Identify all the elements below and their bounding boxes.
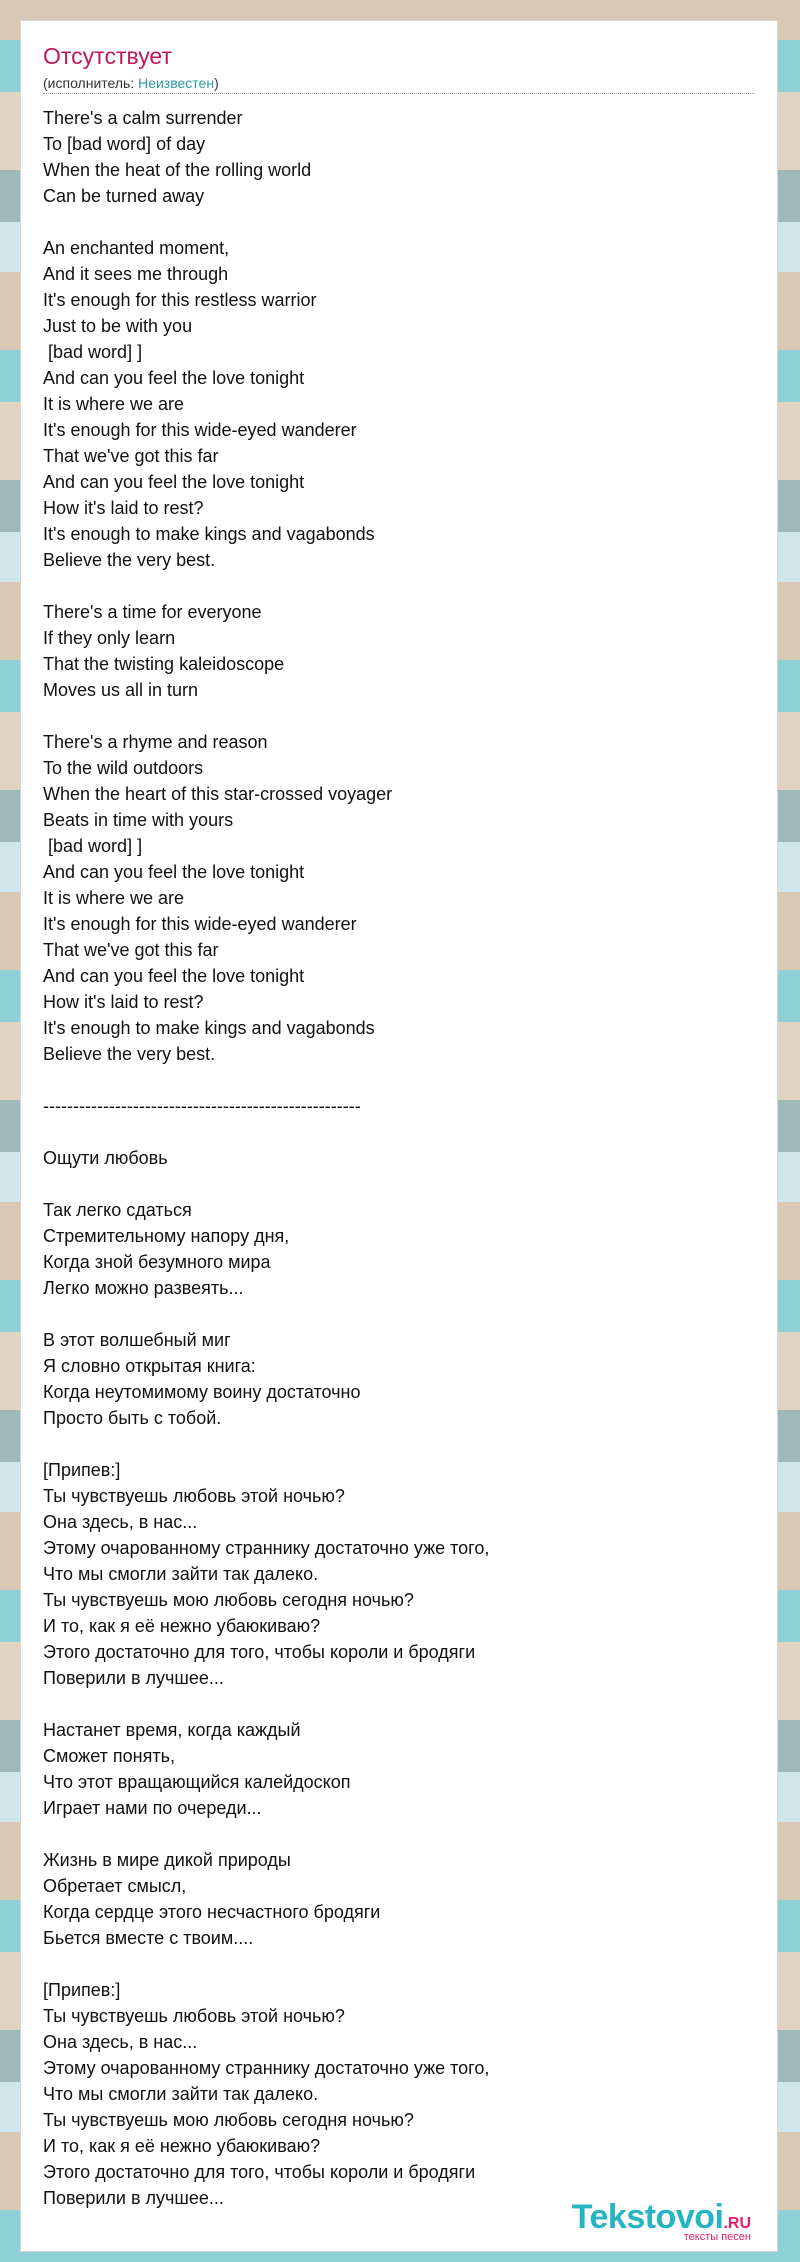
lyrics-text: There's a calm surrender To [bad word] of day When the heat of the rolling world Can be turned away An enchanted moment, And it sees me through It's enough for this restless warrior Just to be with you [bad word] ] And can you feel the love tonight It is where we are It's enough for this wide-eyed wanderer That we've got this far And can you feel the love tonight How it's laid to rest? It's enough to make kings and vagabonds Believe the very best. There's a time for everyone If they only learn That the twisting kaleidoscope Moves us all in turn There's a rhyme and reason To the wild outdoors When the heart of this star-crossed voyager Beats in time with yours [bad word] ] And can you feel the love tonight It is where we are It's enough for this wide-eyed wanderer That we've got this far And can you feel the love tonight How it's laid to rest? It's enough to make kings and vagabonds Believe the very best. ----------------------------------------------------- Ощути любовь Так легко сдаться Стремительному напору дня, Когда зной безумного мира Легко можно развеять... В этот волшебный миг Я словно открытая книга: Когда неутомимому воину достаточно Просто быть с тобой. [Припев:] Ты чувствуешь любовь этой ночью? Она здесь, в нас... Этому очарованному страннику достаточно уже того, Что мы смогли зайти так далеко. Ты чувствуешь мою любовь сегодня ночью? И то, как я её нежно убаюкиваю? Этого достаточно для того, чтобы короли и бродяги Поверили в лучшее... Настанет время, когда каждый Сможет понять, Что этот вращающийся калейдоскоп Играет нами по очереди... Жизнь в мире дикой природы Обретает смысл, Когда сердце этого несчастного бродяги Бьется вместе с твоим.... [Припев:] Ты чувствуешь любовь этой ночью? Она здесь, в нас... Этому очарованному страннику достаточно уже того, Что мы смогли зайти так далеко. Ты чувствуешь мою любовь сегодня ночью? И то, как я её нежно убаюкиваю? Этого достаточно для того, чтобы короли и бродяги Поверили в лучшее... xyxy=(43,108,490,2208)
artist-suffix: ) xyxy=(214,75,219,91)
logo-tld: .RU xyxy=(723,2215,751,2232)
site-logo[interactable] xyxy=(572,2198,751,2243)
logo-tagline: тексты песен xyxy=(683,2231,751,2243)
artist-link[interactable]: Неизвестен xyxy=(138,75,215,91)
song-title: Отсутствует xyxy=(43,43,172,69)
artist-prefix: (исполнитель: xyxy=(43,75,139,91)
artist-line xyxy=(43,75,219,91)
lyrics-card xyxy=(20,20,778,2252)
logo-brand: Tekstovoi xyxy=(571,2198,724,2236)
title-divider xyxy=(43,93,755,94)
